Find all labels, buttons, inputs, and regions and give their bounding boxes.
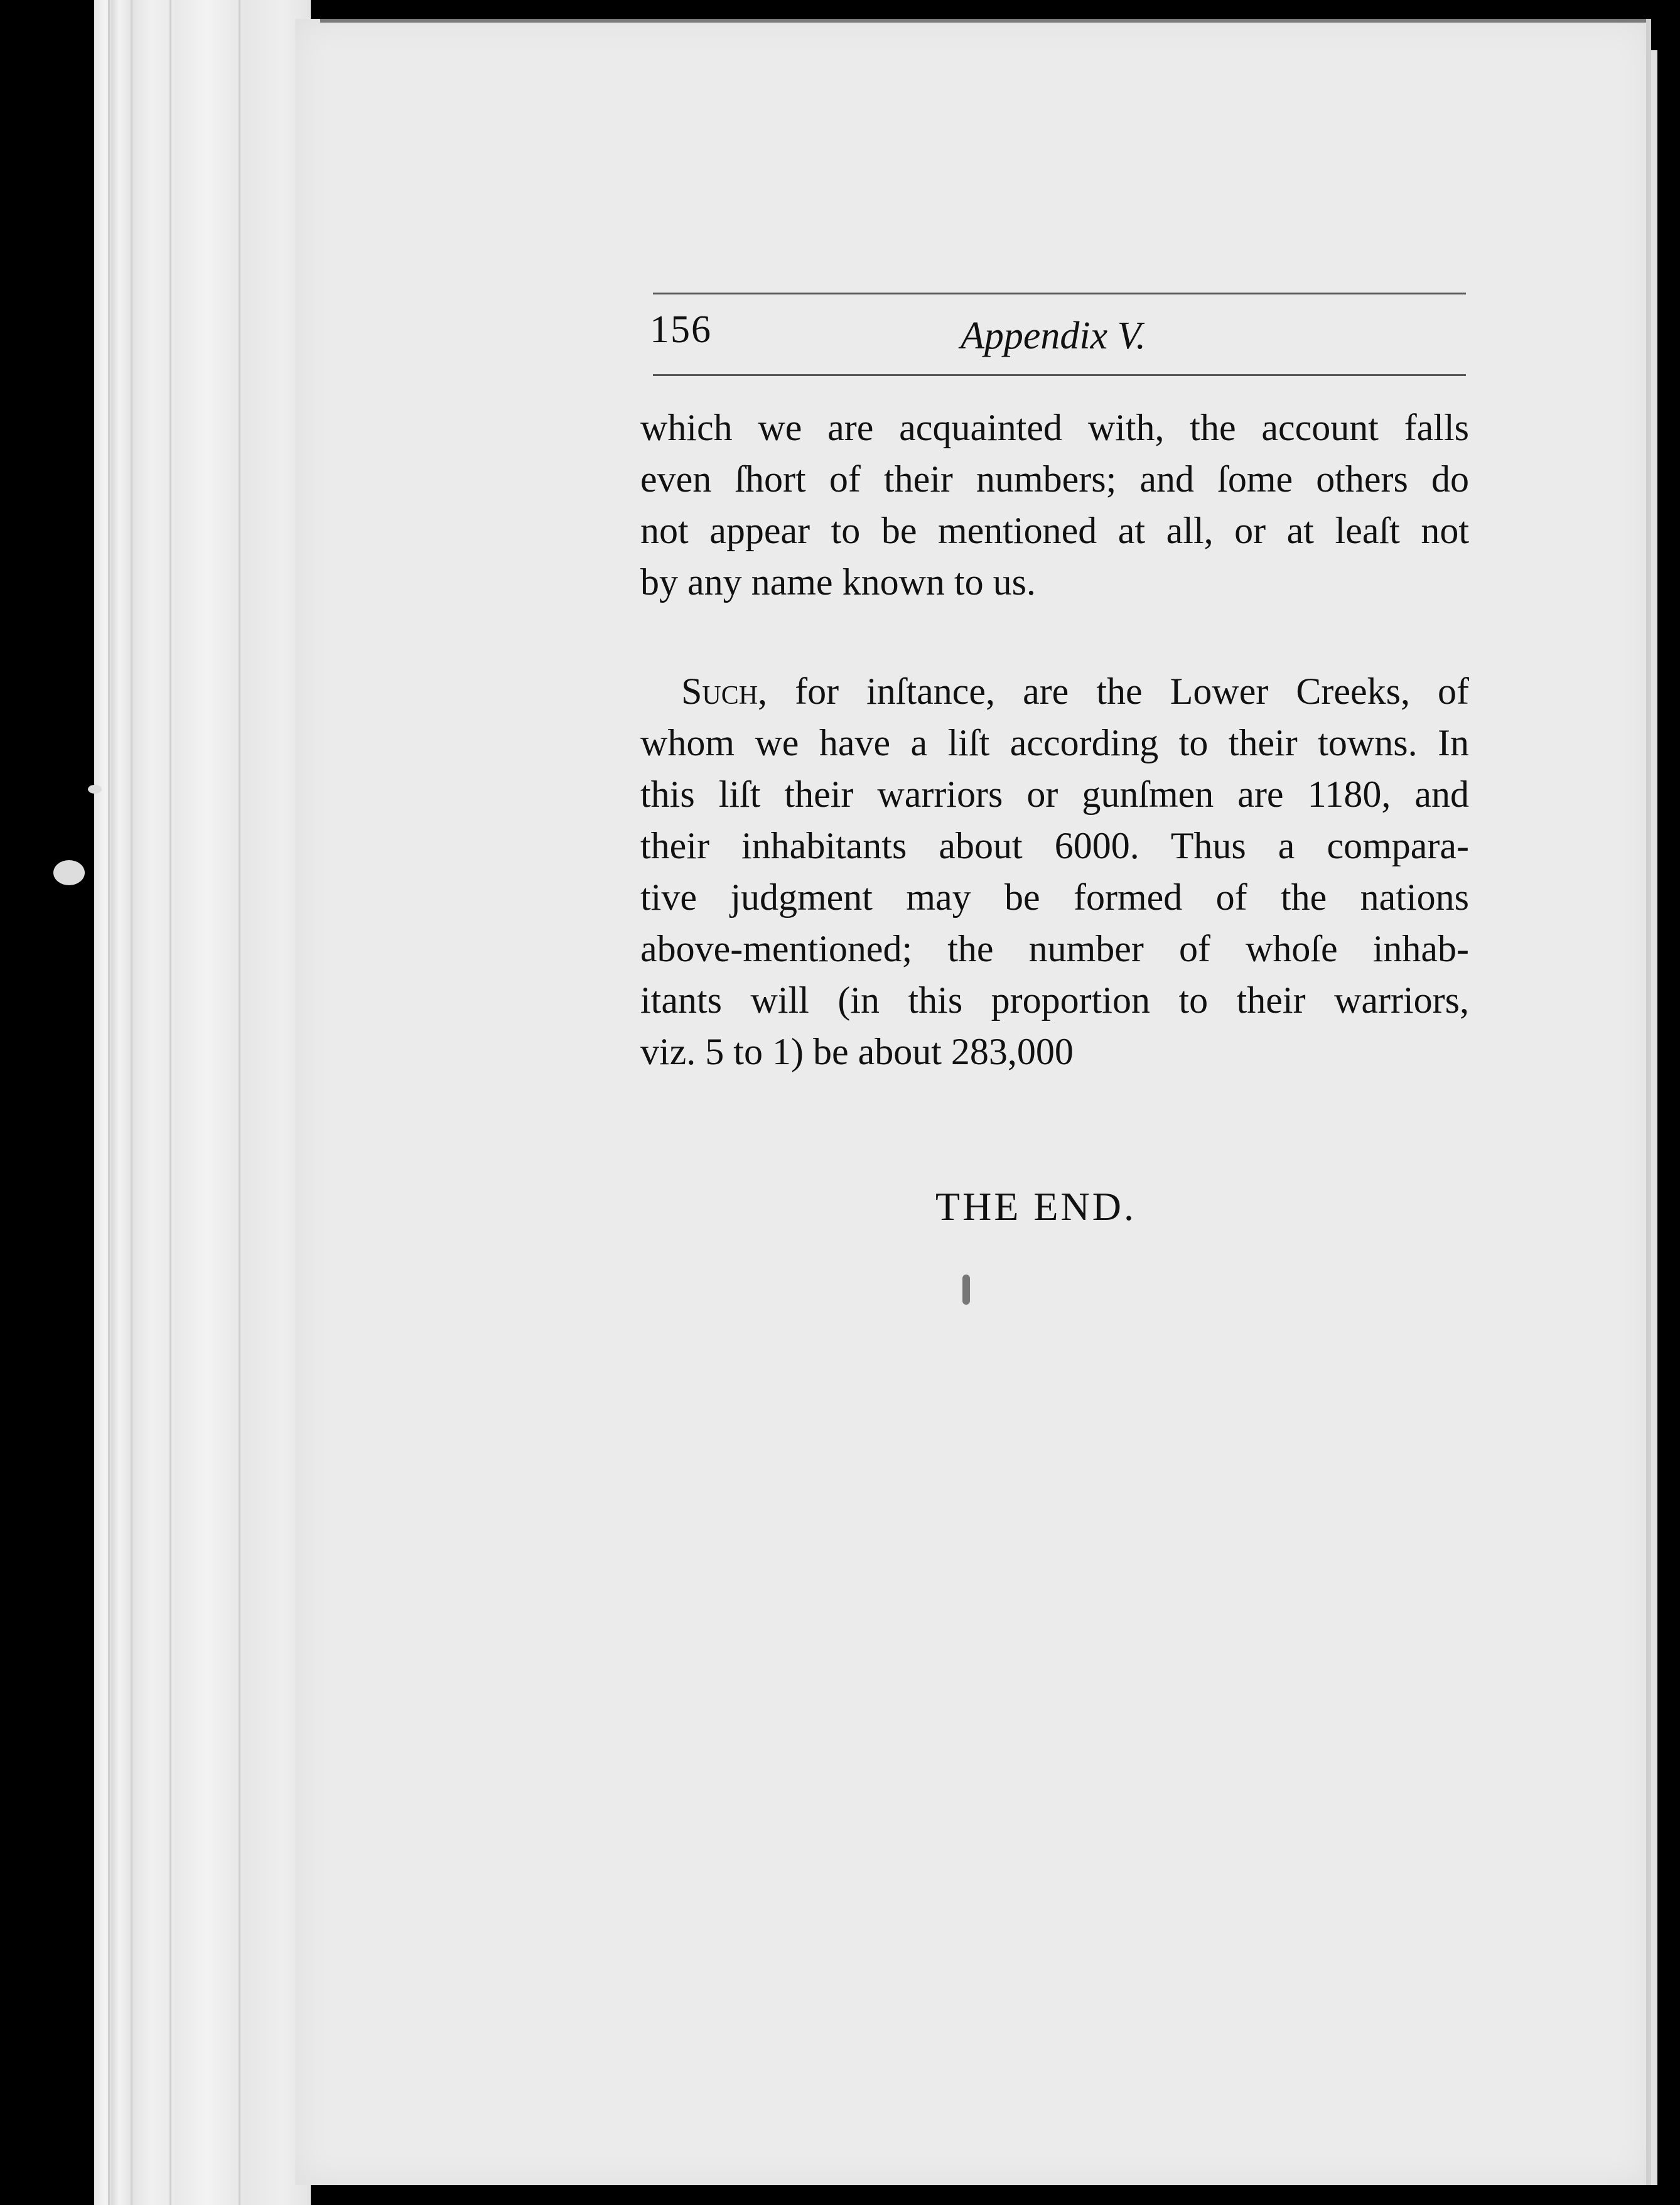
text-line: which we are acquainted with, the account falls [640, 407, 1469, 448]
text-line: even ſhort of their numbers; and ſome others do [640, 458, 1469, 500]
paper-tear [53, 860, 85, 885]
header-rule-top [653, 293, 1466, 294]
the-end: THE END. [935, 1184, 1136, 1229]
text-line: above-mentioned; the number of whoſe inhab- [640, 928, 1469, 969]
text-line: tive judgment may be formed of the nations [640, 876, 1469, 918]
text-line: itants will (in this proportion to their warriors, [640, 979, 1469, 1021]
first-line-text: , for inſtance, are the Lower Creeks, of [758, 671, 1469, 712]
page-edge [239, 0, 240, 2205]
page-stack-edges [94, 0, 311, 2205]
paragraph-2 [640, 666, 1469, 1077]
next-page-edge [1651, 50, 1657, 2185]
header-rule-bottom [653, 374, 1466, 376]
text-line: by any name known to us. [640, 561, 1036, 603]
text-line: their inhabitants about 6000. Thus a compara- [640, 825, 1469, 866]
text-line: this liſt their warriors or gunſmen are 1180, and [640, 774, 1469, 815]
page-edge [108, 0, 110, 2205]
page-number: 156 [650, 308, 712, 351]
drop-word: Such [681, 671, 758, 712]
text-line-first [640, 666, 1469, 717]
page-right-border [1646, 19, 1651, 2185]
text-line: not appear to be mentioned at all, or at leaſt not [640, 510, 1469, 551]
text-line: viz. 5 to 1) be about 283,000 [640, 1031, 1074, 1072]
page-edge [170, 0, 171, 2205]
running-head: Appendix V. [961, 315, 1146, 357]
text-line: whom we have a liſt according to their towns. In [640, 722, 1469, 763]
page-edge [131, 0, 132, 2205]
paper-tear [88, 785, 102, 794]
ink-speck [962, 1275, 970, 1305]
paragraph-1 [640, 402, 1469, 608]
page-top-border [320, 19, 1651, 23]
